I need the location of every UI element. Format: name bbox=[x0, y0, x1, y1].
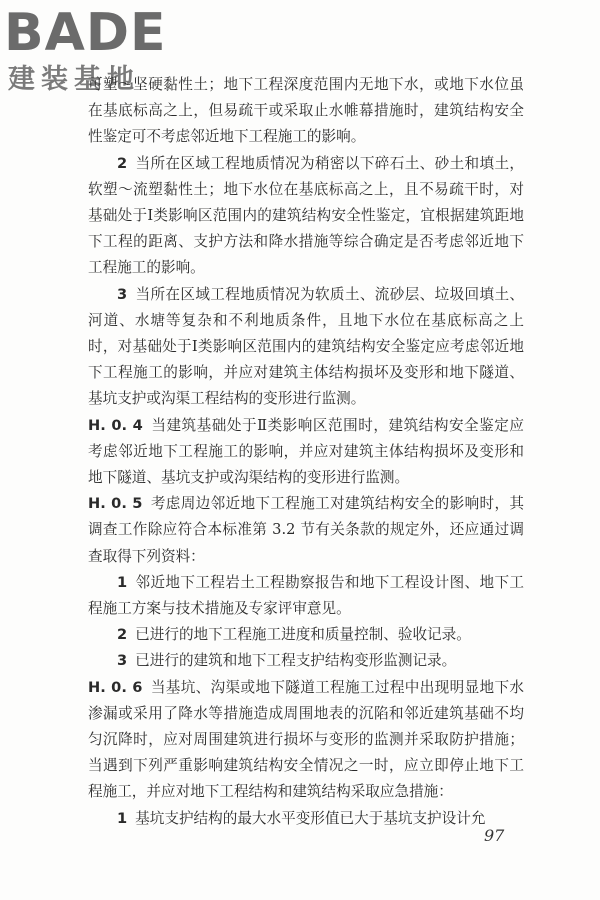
clause-number: 1 bbox=[117, 809, 128, 827]
paragraph-text: 可塑～坚硬黏性土；地下工程深度范围内无地下水，或地下水位虽在基底标高之上，但易疏干或采取止水帷幕措施时，建筑结构安全性鉴定可不考虑邻近地下工程施工的影响。 bbox=[88, 76, 524, 146]
watermark-subtitle: 建装基地 bbox=[8, 64, 140, 95]
clause-item bbox=[88, 570, 524, 622]
clause-number: 3 bbox=[117, 652, 128, 670]
section-clause bbox=[88, 491, 524, 570]
clause-text: 基坑支护结构的最大水平变形值已大于基坑支护设计允 bbox=[135, 809, 486, 827]
clause-item bbox=[88, 806, 524, 832]
section-text: 考虑周边邻近地下工程施工对建筑结构安全的影响时，其调查工作除应符合本标准第 3.2 节有关条款的规定外，还应通过调查取得下列资料： bbox=[88, 495, 524, 565]
clause-item bbox=[88, 151, 524, 282]
watermark-brand: BADE bbox=[4, 3, 167, 63]
section-number: H. 0. 5 bbox=[88, 495, 143, 513]
clause-item bbox=[88, 648, 524, 674]
section-text: 当建筑基础处于Ⅱ类影响区范围时，建筑结构安全鉴定应考虑邻近地下工程施工的影响，并应对建筑主体结构损坏及变形和地下隧道、基坑支护或沟渠结构的变形进行监测。 bbox=[88, 416, 524, 487]
clause-number: 2 bbox=[117, 626, 128, 644]
clause-item bbox=[88, 282, 524, 413]
paragraph-continuation bbox=[88, 72, 524, 151]
section-text: 当基坑、沟渠或地下隧道工程施工过程中出现明显地下水渗漏或采用了降水等措施造成周围地表的沉陷和邻近建筑基础不均匀沉降时，应对周围建筑进行损坏与变形的监测并采取防护措施；当遇到下列严重影响建筑结构安全情况之一时，应立即停止地下工程施工，并应对地下工程结构和建筑结构采取应急措施： bbox=[88, 678, 524, 801]
clause-number: 3 bbox=[117, 285, 128, 303]
section-number: H. 0. 6 bbox=[88, 678, 143, 696]
section-clause bbox=[88, 413, 524, 492]
document-body bbox=[88, 72, 524, 832]
clause-number: 2 bbox=[117, 154, 128, 172]
clause-text: 当所在区域工程地质情况为软质土、流砂层、垃圾回填土、河道、水塘等复杂和不利地质条件，且地下水位在基底标高之上时，对基础处于Ⅰ类影响区范围内的建筑结构安全鉴定应考虑邻近地下工程施工的影响，并应对建筑主体结构损坏及变形和地下隧道、基坑支护或沟渠工程结构的变形进行监测。 bbox=[88, 285, 524, 408]
clause-text: 已进行的地下工程施工进度和质量控制、验收记录。 bbox=[135, 626, 471, 644]
clause-number: 1 bbox=[117, 573, 128, 591]
clause-text: 邻近地下工程岩土工程勘察报告和地下工程设计图、地下工程施工方案与技术措施及专家评审意见。 bbox=[88, 573, 524, 618]
clause-item bbox=[88, 622, 524, 648]
section-number: H. 0. 4 bbox=[88, 416, 143, 434]
clause-text: 当所在区域工程地质情况为稍密以下碎石土、砂土和填土，软塑～流塑黏性土；地下水位在基底标高之上，且不易疏干时，对基础处于Ⅰ类影响区范围内的建筑结构安全性鉴定，宜根据建筑距地下工程的距离、支护方法和降水措施等综合确定是否考虑邻近地下工程施工的影响。 bbox=[88, 154, 524, 277]
page-number: 97 bbox=[484, 826, 505, 845]
section-clause bbox=[88, 675, 524, 806]
clause-text: 已进行的建筑和地下工程支护结构变形监测记录。 bbox=[135, 652, 457, 670]
